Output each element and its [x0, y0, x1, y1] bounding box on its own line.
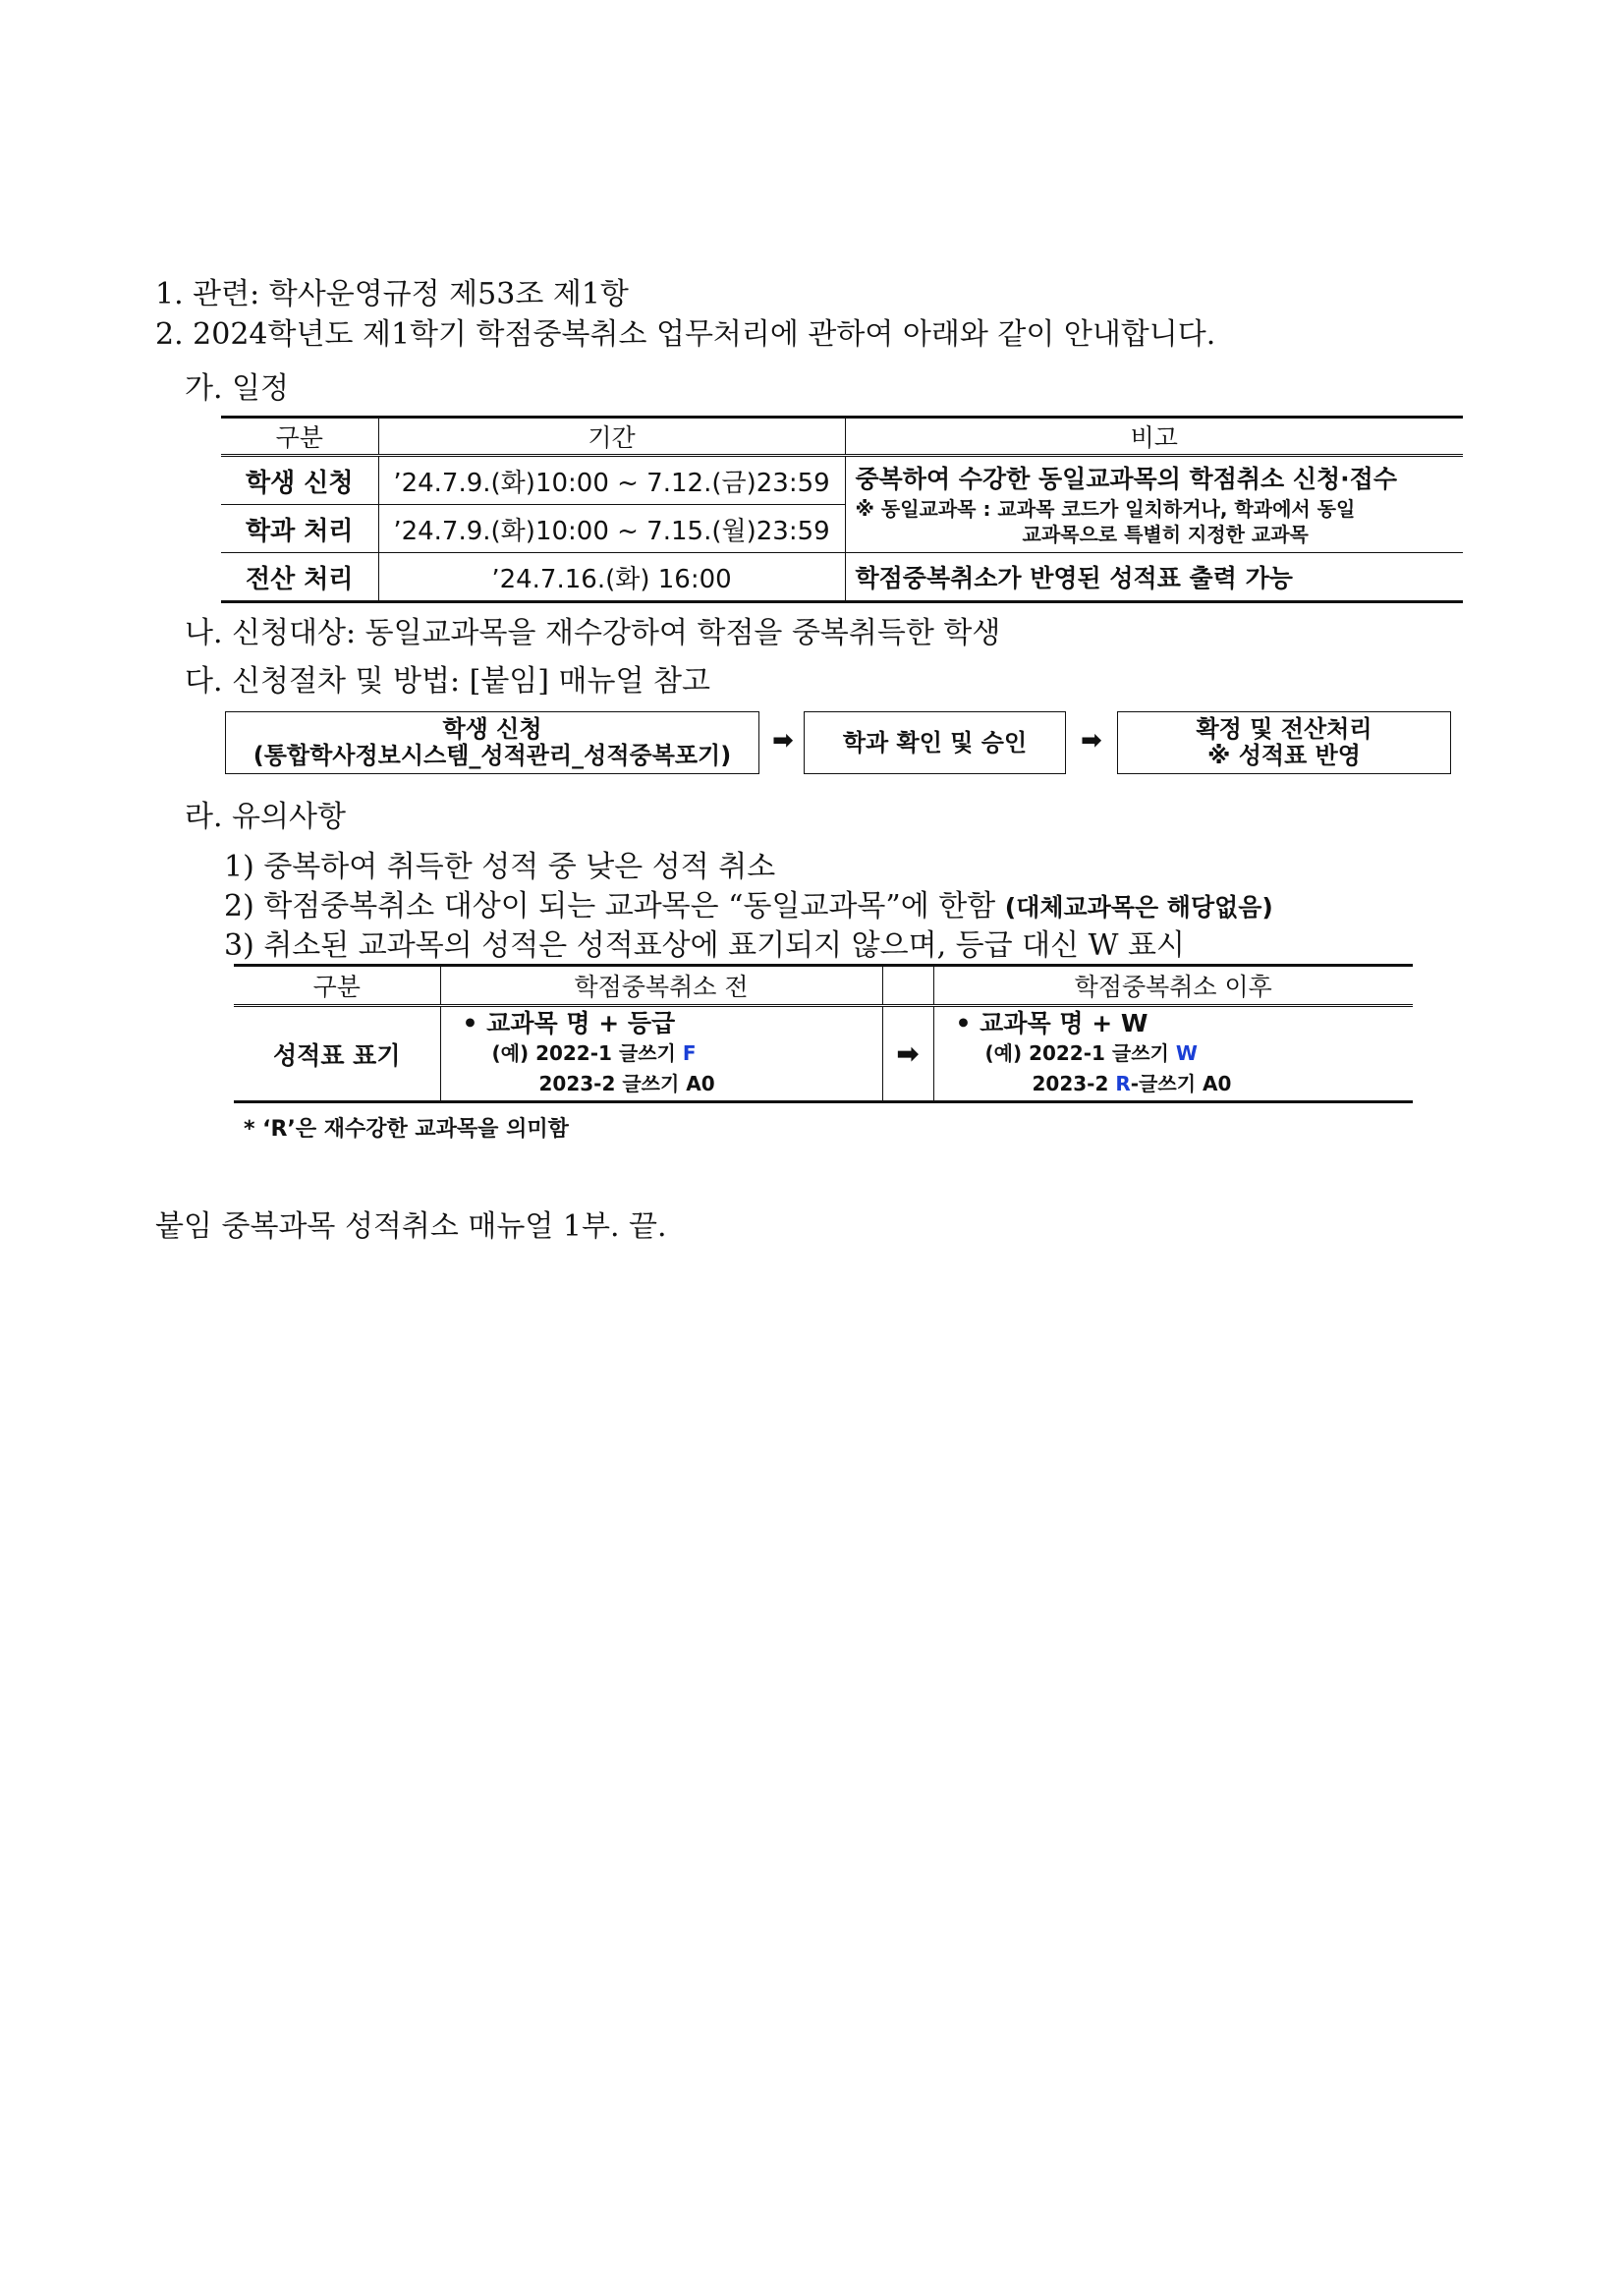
grade-before-grade: F — [682, 1041, 697, 1065]
caution-item: 3) 취소된 교과목의 성적은 성적표상에 표기되지 않으며, 등급 대신 W 표시 — [224, 928, 1185, 963]
caution-item — [224, 881, 1273, 924]
schedule-category: 전산 처리 — [221, 553, 378, 602]
section-ra-title: 라. 유의사항 — [185, 800, 346, 834]
caution-item-bold: (대체교과목은 해당없음) — [1004, 893, 1273, 922]
grade-before-example2: 2023-2 글쓰기 A0 — [538, 1072, 715, 1095]
arrow-right-icon: ➡ — [1081, 726, 1102, 756]
grade-after-bullet: • 교과목 명 + W — [955, 1009, 1148, 1037]
schedule-header: 비고 — [845, 418, 1463, 456]
example-text: (예) 2022-1 글쓰기 — [491, 1041, 683, 1065]
example-text: 2023-2 — [1032, 1072, 1116, 1095]
caution-item-text: 2) 학점중복취소 대상이 되는 교과목은 “동일교과목”에 한함 — [224, 889, 996, 924]
grade-header: 학점중복취소 전 — [440, 966, 882, 1006]
grade-after-cell — [933, 1006, 1413, 1102]
grade-header-spacer — [882, 966, 933, 1006]
grade-before-example1 — [463, 1038, 881, 1069]
item-related: 1. 관련: 학사운영규정 제53조 제1항 — [155, 277, 629, 311]
schedule-note-main: 중복하여 수강한 동일교과목의 학점취소 신청·접수 — [855, 465, 1397, 493]
arrow-right-icon: ➡ — [772, 726, 794, 756]
schedule-note-cell — [845, 456, 1463, 553]
grade-header: 학점중복취소 이후 — [933, 966, 1413, 1006]
schedule-header-row — [221, 418, 1463, 456]
schedule-table — [221, 416, 1463, 603]
flow-step-confirm-sub: ※ 성적표 반영 — [1207, 742, 1361, 769]
schedule-note-sub1: ※ 동일교과목 : 교과목 코드가 일치하거나, 학과에서 동일 — [855, 497, 1356, 521]
grade-before-bullet: • 교과목 명 + 등급 — [462, 1009, 676, 1037]
flow-step-student-title: 학생 신청 — [442, 715, 542, 743]
table-row — [221, 553, 1463, 602]
schedule-header: 구분 — [221, 418, 378, 456]
flow-step-department — [804, 711, 1066, 774]
flow-step-confirm-title: 확정 및 전산처리 — [1196, 715, 1372, 743]
schedule-header: 기간 — [378, 418, 845, 456]
schedule-period: ’24.7.16.(화) 16:00 — [378, 553, 845, 602]
schedule-period: ’24.7.9.(화)10:00 ~ 7.15.(월)23:59 — [378, 505, 845, 553]
grade-header-row — [234, 966, 1413, 1006]
section-ga-title: 가. 일정 — [185, 371, 290, 406]
grade-display-table — [234, 964, 1413, 1103]
schedule-period: ’24.7.9.(화)10:00 ~ 7.12.(금)23:59 — [378, 456, 845, 505]
retake-marker: R — [1115, 1072, 1131, 1095]
flow-step-confirm — [1117, 711, 1451, 774]
arrow-right-icon: ➡ — [882, 1006, 933, 1102]
grade-after-grade: W — [1175, 1041, 1198, 1065]
example-text: (예) 2022-1 글쓰기 — [984, 1041, 1176, 1065]
section-da-title: 다. 신청절차 및 방법: [붙임] 매뉴얼 참고 — [185, 664, 710, 699]
table-row — [234, 1006, 1413, 1102]
flow-step-department-label: 학과 확인 및 승인 — [842, 728, 1028, 756]
item-notice: 2. 2024학년도 제1학기 학점중복취소 업무처리에 관하여 아래와 같이 안내합니다. — [155, 317, 1216, 352]
grade-header: 구분 — [234, 966, 440, 1006]
schedule-note-sub2: 교과목으로 특별히 지정한 교과목 — [1022, 523, 1309, 546]
flow-step-student-sub: (통합학사정보시스템_성적관리_성적중복포기) — [252, 742, 732, 769]
grade-footnote: * ‘R’은 재수강한 교과목을 의미함 — [244, 1117, 569, 1142]
schedule-note: 학점중복취소가 반영된 성적표 출력 가능 — [845, 553, 1463, 602]
schedule-category: 학과 처리 — [221, 505, 378, 553]
table-row — [221, 456, 1463, 505]
example-text: -글쓰기 A0 — [1130, 1072, 1232, 1095]
grade-after-example2 — [956, 1069, 1413, 1099]
section-na-title: 나. 신청대상: 동일교과목을 재수강하여 학점을 중복취득한 학생 — [185, 616, 1001, 650]
flow-step-student — [225, 711, 759, 774]
attachment-line: 붙임 중복과목 성적취소 매뉴얼 1부. 끝. — [155, 1209, 667, 1244]
grade-after-example1 — [956, 1038, 1413, 1069]
schedule-category: 학생 신청 — [221, 456, 378, 505]
grade-row-label: 성적표 표기 — [273, 1040, 401, 1070]
grade-before-cell — [440, 1006, 882, 1102]
caution-item: 1) 중복하여 취득한 성적 중 낮은 성적 취소 — [224, 850, 776, 884]
